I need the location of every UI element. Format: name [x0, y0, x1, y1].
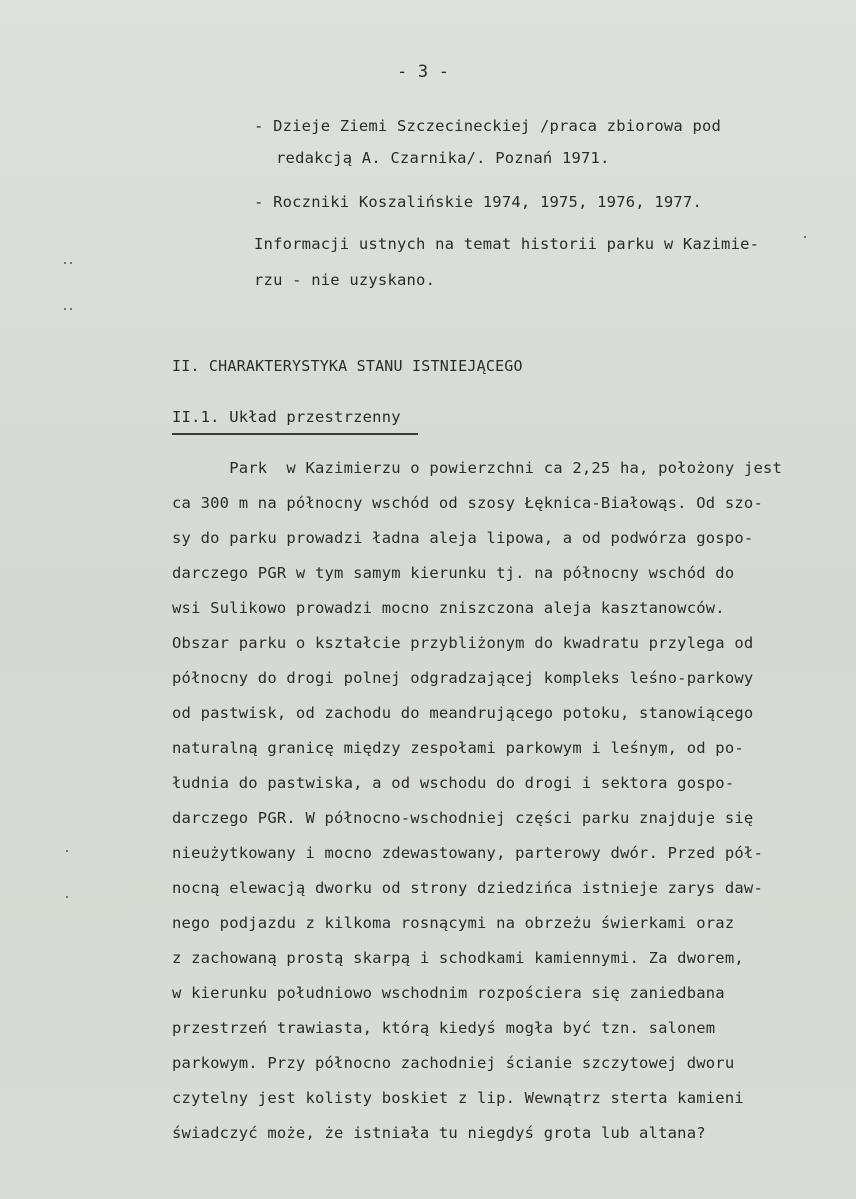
- margin-mark: [64, 262, 66, 264]
- body-line: nego podjazdu z kilkoma rosnącymi na obrzeżu świerkami oraz: [172, 914, 735, 932]
- body-line: czytelny jest kolisty boskiet z lip. Wewnątrz sterta kamieni: [172, 1089, 744, 1107]
- body-line: świadczyć może, że istniała tu niegdyś grota lub altana?: [172, 1124, 706, 1142]
- body-line: w kierunku południowo wschodnim rozpościera się zaniedbana: [172, 984, 725, 1002]
- body-line: naturalną granicę między zespołami parkowym i leśnym, od po-: [172, 739, 744, 757]
- body-line: północny do drogi polnej odgradzającej kompleks leśno-parkowy: [172, 669, 754, 687]
- body-line: darczego PGR w tym samym kierunku tj. na północny wschód do: [172, 564, 735, 582]
- body-line: łudnia do pastwiska, a od wschodu do drogi i sektora gospo-: [172, 774, 735, 792]
- page-number: - 3 -: [397, 62, 450, 82]
- body-line: parkowym. Przy północno zachodniej ścianie szczytowej dworu: [172, 1054, 735, 1072]
- body-line: darczego PGR. W północno-wschodniej części parku znajduje się: [172, 809, 754, 827]
- body-line: przestrzeń trawiasta, którą kiedyś mogła być tzn. salonem: [172, 1019, 716, 1037]
- subsection-underline: [172, 433, 418, 435]
- body-line: sy do parku prowadzi ładna aleja lipowa, a od podwórza gospo-: [172, 529, 754, 547]
- info-note-line-2: rzu - nie uzyskano.: [254, 271, 436, 289]
- body-line: nieużytkowany i mocno zdewastowany, parterowy dwór. Przed pół-: [172, 844, 763, 862]
- margin-mark: [70, 308, 72, 310]
- section-heading: II. CHARAKTERYSTYKA STANU ISTNIEJĄCEGO: [172, 357, 523, 375]
- body-line: z zachowaną prostą skarpą i schodkami kamiennymi. Za dworem,: [172, 949, 744, 967]
- body-line: ca 300 m na północny wschód od szosy Łęknica-Białowąs. Od szo-: [172, 494, 763, 512]
- body-line: nocną elewacją dworku od strony dziedzińca istnieje zarys daw-: [172, 879, 763, 897]
- body-line: Park w Kazimierzu o powierzchni ca 2,25 ha, położony jest: [172, 459, 783, 477]
- reference-1-line-2: redakcją A. Czarnika/. Poznań 1971.: [276, 149, 610, 167]
- body-line: wsi Sulikowo prowadzi mocno zniszczona aleja kasztanowców.: [172, 599, 725, 617]
- margin-mark: [804, 236, 806, 238]
- reference-2: - Roczniki Koszalińskie 1974, 1975, 1976, 1977.: [254, 193, 702, 211]
- body-line: od pastwisk, od zachodu do meandrującego potoku, stanowiącego: [172, 704, 754, 722]
- reference-1-line-1: - Dzieje Ziemi Szczecineckiej /praca zbiorowa pod: [254, 117, 722, 135]
- subsection-heading: II.1. Układ przestrzenny: [172, 408, 401, 426]
- body-line: Obszar parku o kształcie przybliżonym do kwadratu przylega od: [172, 634, 754, 652]
- margin-mark: [66, 850, 68, 852]
- margin-mark: [70, 262, 72, 264]
- margin-mark: [64, 308, 66, 310]
- margin-mark: [66, 896, 68, 898]
- info-note-line-1: Informacji ustnych na temat historii parku w Kazimie-: [254, 235, 760, 253]
